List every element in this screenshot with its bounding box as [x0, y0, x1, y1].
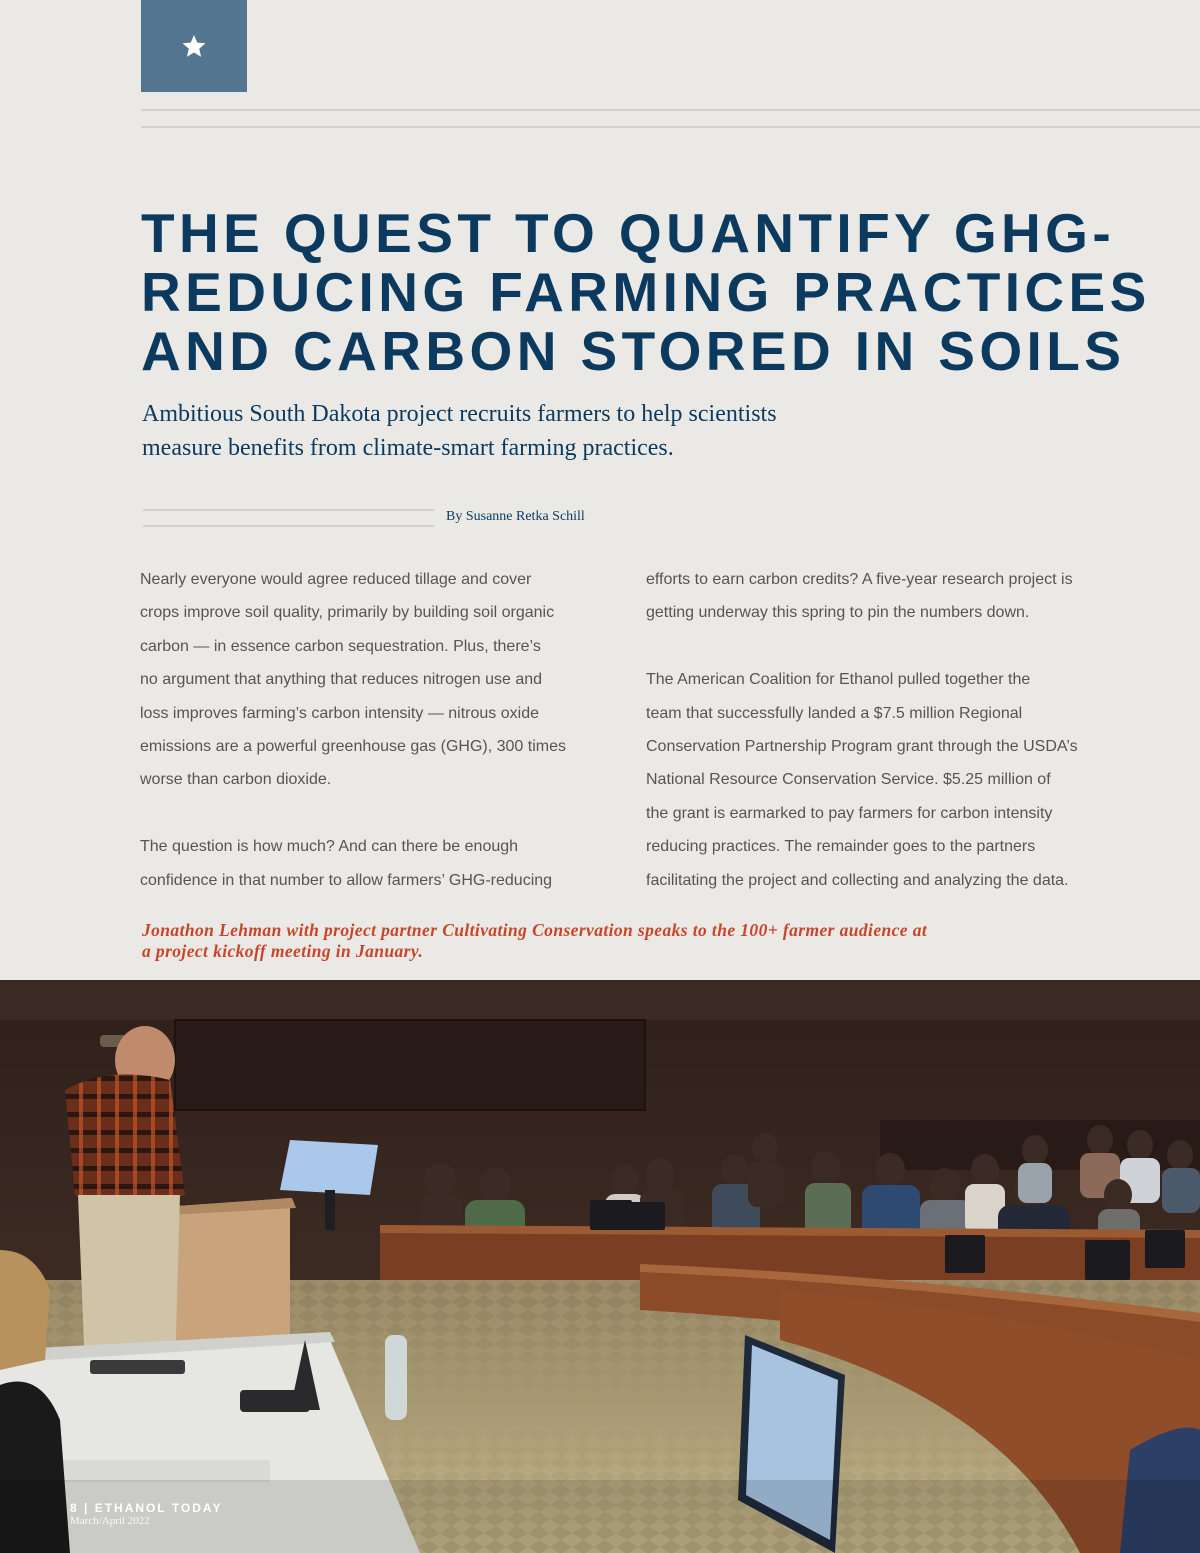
body-line: the grant is earmarked to pay farmers for carbon intensity	[646, 804, 1053, 822]
body-line: efforts to earn carbon credits? A five-year research project is	[646, 571, 1073, 588]
deck-line: Ambitious South Dakota project recruits farmers to help scientists	[142, 401, 777, 427]
body-line: worse than carbon dioxide.	[140, 771, 332, 789]
meeting-photo-illustration	[0, 980, 1200, 1553]
paragraph-break	[646, 630, 1116, 663]
page-label: 8 | ETHANOL TODAY	[70, 1501, 223, 1515]
caption-line: a project kickoff meeting in January.	[142, 941, 424, 961]
header-divider	[141, 126, 1200, 128]
headline-line: THE QUEST TO QUANTIFY GHG-	[141, 202, 1116, 264]
body-line: loss improves farming’s carbon intensity — nitrous oxide	[140, 704, 539, 722]
byline-divider	[143, 509, 434, 511]
article-headline	[141, 202, 1151, 382]
body-line: The American Coalition for Ethanol pulled together the	[646, 671, 1031, 689]
caption-line: Jonathon Lehman with project partner Cultivating Conservation speaks to the 100+ farmer audience at	[142, 920, 928, 940]
byline-divider	[143, 525, 434, 527]
paragraph-break	[140, 797, 610, 830]
headline-line: REDUCING FARMING PRACTICES	[141, 261, 1151, 323]
body-line: team that successfully landed a $7.5 million Regional	[646, 704, 1023, 722]
body-line: emissions are a powerful greenhouse gas (GHG), 300 times	[140, 738, 566, 756]
body-line: Nearly everyone would agree reduced tillage and cover	[140, 571, 532, 588]
body-column-left	[140, 563, 610, 897]
byline: By Susanne Retka Schill	[446, 509, 585, 524]
headline-line: AND CARBON STORED IN SOILS	[141, 320, 1126, 382]
meeting-photo	[0, 980, 1200, 1553]
body-line: National Resource Conservation Service. $5.25 million of	[646, 771, 1051, 789]
header-divider	[141, 109, 1200, 111]
issue-date: March/April 2022	[70, 1515, 150, 1527]
body-line: confidence in that number to allow farmers’ GHG-reducing	[140, 871, 553, 889]
body-line: no argument that anything that reduces nitrogen use and	[140, 671, 543, 689]
header-star-badge	[141, 0, 247, 92]
photo-caption	[142, 920, 1102, 962]
body-line: crops improve soil quality, primarily by building soil organic	[140, 604, 555, 622]
body-line: reducing practices. The remainder goes to the partners	[646, 838, 1036, 856]
body-line: Conservation Partnership Program grant through the USDA’s	[646, 738, 1078, 756]
deck-line: measure benefits from climate-smart farming practices.	[142, 435, 674, 461]
star-icon	[181, 33, 207, 59]
body-line: facilitating the project and collecting and analyzing the data.	[646, 871, 1069, 889]
body-column-right	[646, 563, 1116, 897]
body-line: getting underway this spring to pin the numbers down.	[646, 604, 1030, 622]
body-line: carbon — in essence carbon sequestration. Plus, there’s	[140, 637, 541, 655]
body-line: The question is how much? And can there be enough	[140, 838, 519, 856]
page-footer	[70, 1501, 223, 1527]
article-deck	[142, 397, 902, 465]
